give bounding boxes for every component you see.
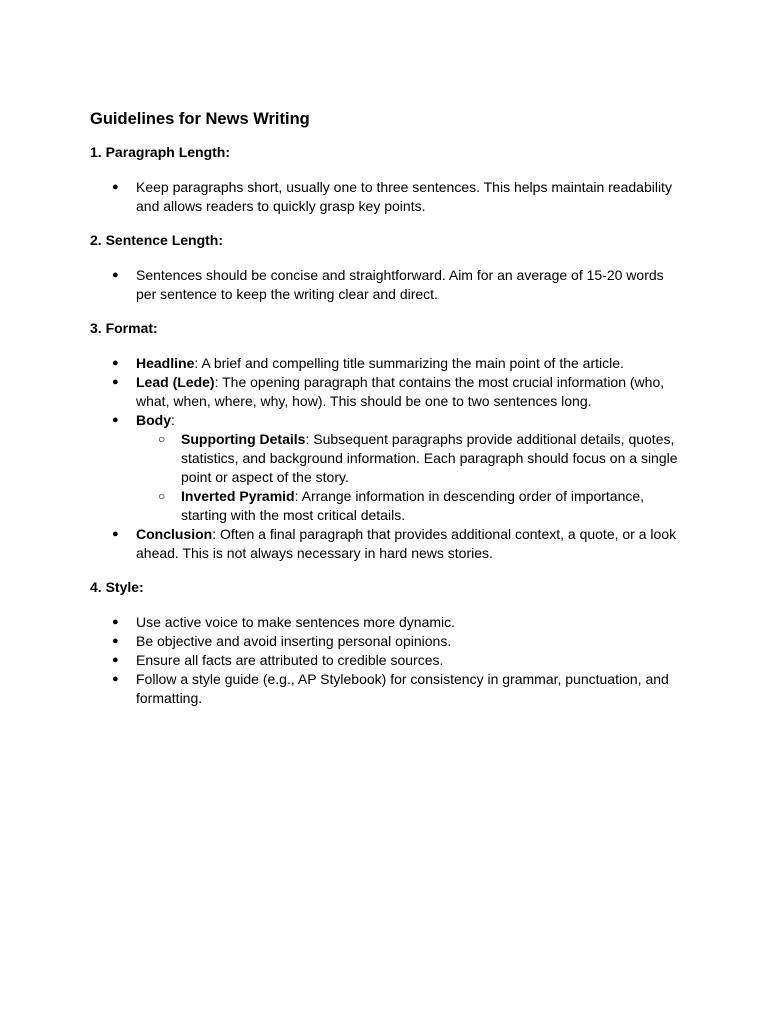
- list-item: [90, 632, 680, 651]
- item-text: Follow a style guide (e.g., AP Stylebook) for consistency in grammar, punctuation, and formatting.: [136, 671, 669, 706]
- list-item: [90, 670, 680, 708]
- list-item: [90, 266, 680, 304]
- item-text: : Arrange information in descending order of importance, starting with the most critical details.: [181, 488, 645, 523]
- list-item: [90, 613, 680, 632]
- item-term: Supporting Details: [181, 431, 306, 447]
- item-term: Inverted Pyramid: [181, 488, 295, 504]
- item-text: Ensure all facts are attributed to credible sources.: [136, 652, 444, 668]
- item-text: Use active voice to make sentences more dynamic.: [136, 614, 456, 630]
- list-item: [90, 411, 680, 525]
- item-term: Lead (Lede): [136, 374, 215, 390]
- item-text: : Often a final paragraph that provides additional context, a quote, or a look ahead. This is not always necessary in hard news stories.: [136, 526, 677, 561]
- list-item: [90, 178, 680, 216]
- item-text: Sentences should be concise and straightforward. Aim for an average of 15-20 words per sentence to keep the writing clear and direct.: [136, 267, 664, 302]
- item-term: Headline: [136, 355, 195, 371]
- document-page: [90, 108, 680, 723]
- item-text: Be objective and avoid inserting personal opinions.: [136, 633, 452, 649]
- list-item: [90, 354, 680, 373]
- bullet-list-format: [90, 354, 680, 563]
- item-term: Conclusion: [136, 526, 213, 542]
- sub-list-item: [136, 487, 680, 525]
- list-item: [90, 373, 680, 411]
- item-text: : The opening paragraph that contains the most crucial information (who, what, when, where, why, how). This should be one to two sentences long.: [136, 374, 665, 409]
- item-text: : Subsequent paragraphs provide additional details, quotes, statistics, and background information. Each paragraph should focus on a single point or aspect of the story.: [181, 431, 678, 485]
- section-heading-paragraph-length: 1. Paragraph Length:: [90, 144, 231, 160]
- bullet-list-style: [90, 613, 680, 708]
- sub-bullet-list-body: [136, 430, 680, 525]
- section-heading-sentence-length: 2. Sentence Length:: [90, 232, 224, 248]
- item-text: Keep paragraphs short, usually one to three sentences. This helps maintain readability and allows readers to quickly grasp key points.: [136, 179, 672, 214]
- item-term: Body: [136, 412, 171, 428]
- sub-list-item: [136, 430, 680, 487]
- bullet-list-sentence-length: [90, 266, 680, 304]
- item-text: :: [171, 412, 175, 428]
- bullet-list-paragraph-length: [90, 178, 680, 216]
- list-item: [90, 525, 680, 563]
- section-heading-format: 3. Format:: [90, 320, 158, 336]
- list-item: [90, 651, 680, 670]
- section-heading-style: 4. Style:: [90, 579, 144, 595]
- item-text: : A brief and compelling title summarizing the main point of the article.: [194, 355, 624, 371]
- document-title: Guidelines for News Writing: [90, 110, 310, 128]
